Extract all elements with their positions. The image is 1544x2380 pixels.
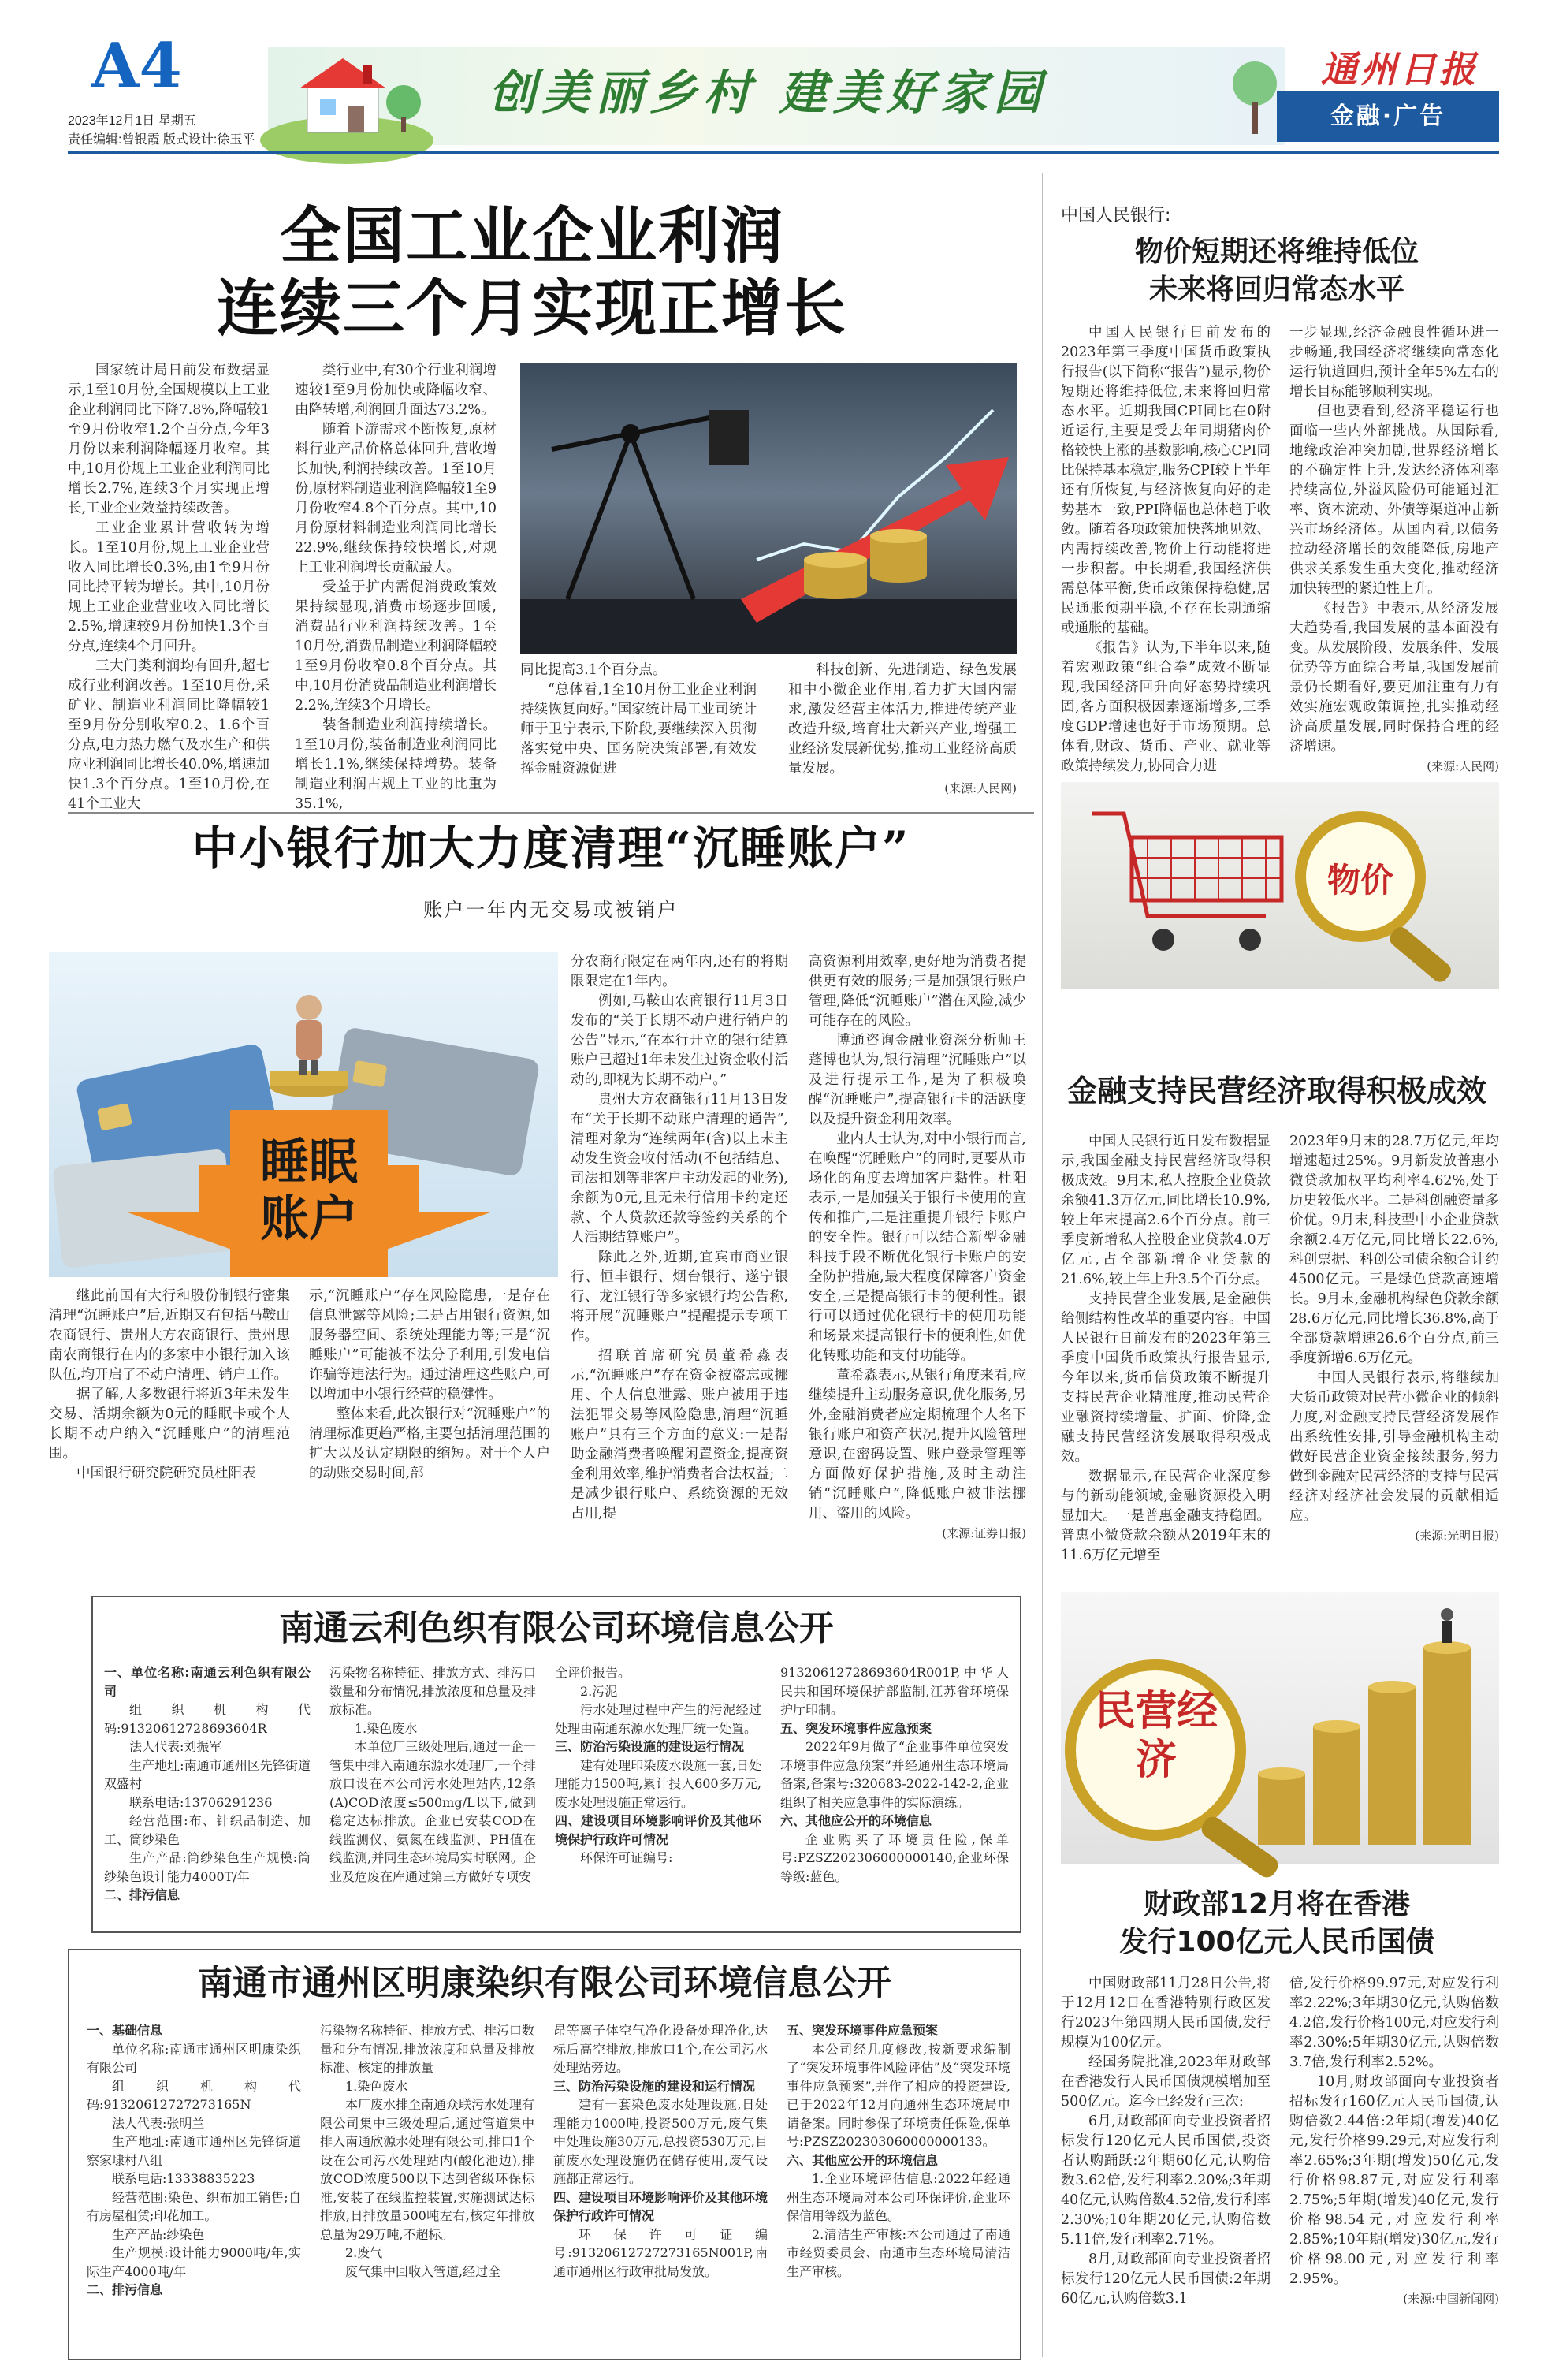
article2-col1: 中国人民银行日前发布的2023年第三季度中国货币政策执行报告(以下简称“报告”)显示,物价短期还将维持低位,未来将回归常态水平。近期我国CPI同比在0附近运行,主要是受去年同期猪肉价格较快上涨的基数影响,核心CPI同比保持基本稳定,服务CPI较上半年还有所恢复,与经济恢复向好的走势基本一致,PPI降幅也总体趋于收敛。随着各项政策加快落地见效、内需持续改善,物价上行动能将进一步积蓄。中长期看,我国经济供需总体平衡,货币政策保持稳健,居民通胀预期平稳,不存在长期通缩或通胀的基础。 《报告》认为,下半年以来,随着宏观政策“组合拳”成效不断显现,我国经济回升向好态势持续巩固,各方面积极因素逐渐增多,三季度GDP增速也好于市场预期。总体看,财政、货币、产业、就业等政策持续发力,协同合力进	[1061, 325, 1271, 774]
section-label: 金融·广告	[1277, 91, 1499, 142]
page-number: A4	[91, 30, 182, 102]
article1-col4: 科技创新、先进制造、绿色发展和中小微企业作用,着力扩大国内需求,激发经营主体活力,推进传统产业改造升级,培育壮大新兴产业,增强工业经济发展新优势,推动工业经济高质量发展。 (来源:人民网)	[788, 661, 1017, 803]
house-illustration	[268, 47, 426, 145]
paper-logo: 通州日报	[1321, 48, 1479, 91]
sleeping-account-label: 睡眠 账户	[259, 1133, 358, 1247]
article4-col2: 2023年9月末的28.7万亿元,年均增速超过25%。9月新发放普惠小微贷款加权平均利率4.62%,处于历史较低水平。二是科创融资量多价优。9月末,科技型中小企业贷款余额2.4万亿元,同比增长22.6%,科创票据、科创公司债余额合计约4500亿元。三是绿色贷款高速增长。9月末,金融机构绿色贷款余额28.6万亿元,同比增长36.8%,高于全部贷款增速26.6个百分点,前三季度新增6.6万亿元。 中国人民银行表示,将继续加大货币政策对民营小微企业的倾斜力度,对金融支持民营经济发展作出系统性安排,引导金融机构主动做好民营企业资金接续服务,努力做到金融对民营经济的支持与民营经济对经济社会发展的贡献相适应。 (来源:光明日报)	[1289, 1132, 1499, 1574]
article1-col1: 国家统计局日前发布数据显示,1至10月份,全国规模以上工业企业利润同比下降7.8%,降幅较1至9月份收窄1.2个百分点,今年3月份以来利润降幅逐月收窄。其中,10月份规上工业企业利润同比增长2.7%,连续3个月实现正增长,工业企业效益持续改善。 工业企业累计营收转为增长。1至10月份,规上工业企业营收入同比增长0.3%,由1至9月份同比持平转为增长。其中,10月份规上工业企业营业收入同比增长2.5%,增速较9月份加快1.3个百分点,连续4个月回升。 三大门类利润均有回升,超七成行业利润改善。1至10月份,采矿业、制造业利润同比降幅较1至9月份分别收窄0.2、1.6个百分点,电力热力燃气及水生产和供应业利润同比增长40.0%,增速加快1.3个百分点。1至10月份,在41个工业大	[68, 363, 270, 812]
article2-kicker: 中国人民银行:	[1061, 206, 1171, 225]
article4-title: 金融支持民营经济取得积极成效	[1066, 1074, 1486, 1108]
header-rule	[68, 151, 1499, 154]
column-divider	[1042, 173, 1043, 2357]
price-magnifier-label: 物价	[1326, 861, 1393, 899]
article4-source: (来源:光明日报)	[1415, 1529, 1499, 1543]
env-notice-2-col2: 污染物名称特征、排放方式、排污口数量和分布情况,排放浓度和总量及排放标准、核定的排放量 1.染色废水 本厂废水排至南通众联污水处理有限公司集中三级处理后,通过管道集中排入南通欣源水处理有限公司,排口1个设在公司污水处理站内(酸化池边),排放COD浓度500以下达到省级环保标准,安装了在线监控装置,实施测试达标排放,日排放量500吨左右,核定年排放总量为29万吨,不超标。 2.废气 废气集中回收入管道,经过全	[320, 2023, 535, 2279]
article3-source: (来源:证券日报)	[942, 1526, 1026, 1540]
article1-col3: 同比提高3.1个百分点。 “总体看,1至10月份工业企业利润持续恢复向好。”国家统计局工业司统计师于卫宁表示,下阶段,要继续深入贯彻落实党中央、国务院决策部署,有效发挥金融资源促进	[520, 662, 757, 777]
env-notice-1-col4: 91320612728693604R001P,中华人民共和国环境保护部监制,江苏省环境保护厅印制。 五、突发环境事件应急预案 2022年9月做了“企业事件单位突发环境事件应急预案”并经通州生态环境局备案,备案号:320683-2022-142-2,企业组织了相关应急事件的实际演练。 六、其他应公开的环境信息 企业购买了环境责任险,保单号:PZSZ202306000000140,企业环保等级:蓝色。	[780, 1665, 1009, 1884]
banner-slogan: 创美丽乡村 建美好家园	[489, 65, 1047, 121]
article3-col1: 继此前国有大行和股份制银行密集清理“沉睡账户”后,近期又有包括马鞍山农商银行、贵州大方农商银行、贵州思南农商银行在内的多家中小银行加入该队伍,均开启了不动户清理、销户工作。 据了解,大多数银行将近3年未发生交易、活期余额为0元的睡眠卡或个人长期不动户纳入“沉睡账户”的清理范围。 中国银行研究院研究员杜阳表	[49, 1288, 290, 1481]
env-notice-2-col3: 昂等离子体空气净化设备处理净化,达标后高空排放,排放口1个,在公司污水处理站旁边。 三、防治污染设施的建设和运行情况 建有一套染色废水处理设施,日处理能力1000吨,投资500万元,废气集中处理设施30万元,总投资530万元,目前废水处理设施仍在储存使用,废气设施都正常运行。 四、建设项目环境影响评价及其他环境保护行政许可情况 环保许可证编号:91320612727273165N001P,南通市通州区行政审批局发放。	[553, 2023, 768, 2279]
private-economy-label: 民营经济	[1094, 1688, 1218, 1784]
editors-line: 责任编辑:曾银霞 版式设计:徐玉平	[68, 133, 255, 147]
price-cart-image	[1061, 782, 1499, 989]
article2-col2: 一步显现,经济金融良性循环进一步畅通,我国经济将继续向常态化运行轨道回归,预计全年5%左右的增长目标能够顺利实现。 但也要看到,经济平稳运行也面临一些内外部挑战。从国际看,地缘政治冲突加剧,世界经济增长的不确定性上升,发达经济体利率持续高位,外溢风险仍可能通过汇率、资本流动、外债等渠道冲击新兴市场经济体。从国内看,以债务拉动经济增长的效能降低,房地产供求关系发生重大变化,推动经济加快转型的紧迫性上升。 《报告》中表示,从经济发展大趋势看,我国发展的基本面没有变。从发展阶段、发展条件、发展优势等方面综合考量,我国发展前景仍长期看好,要更加注重有力有效实施宏观政策调控,扎实推动经济高质量发展,同时保持合理的经济增速。 (来源:人民网)	[1289, 323, 1499, 773]
article2-title: 物价短期还将维持低位 未来将回归常态水平	[1134, 236, 1419, 306]
env-notice-1-col2: 污染物名称特征、排放方式、排污口数量和分布情况,排放浓度和总量及排放标准。 1.染色废水 本单位厂三级处理后,通过一企一管集中排入南通东源水处理厂,一个排放口设在本公司污水处理站内,12条(A)COD浓度≤500mg/L以下,做到稳定达标排放。企业已安装COD在线监测仪、氨氮在线监测、PH值在线监测,并同生态环境局实时联网。企业及危废在库通过第三方做好专项安	[329, 1665, 536, 1884]
article1-title: 全国工业企业利润 连续三个月实现正增长	[216, 201, 847, 345]
article5-source: (来源:中国新闻网)	[1403, 2292, 1499, 2306]
issue-date: 2023年12月1日 星期五	[68, 114, 196, 128]
article3-col4: 高资源利用效率,更好地为消费者提供更有效的服务;三是加强银行账户管理,降低“沉睡账户”潜在风险,减少可能存在的风险。 博通咨询金融业资深分析师王蓬博也认为,银行清理“沉睡账户”以及进行提示工作,是为了积极唤醒“沉睡账户”,提高银行卡的活跃度以及提升资金利用效率。 业内人士认为,对中小银行而言,在唤醒“沉睡账户”的同时,更要从市场化的角度去增加客户黏性。杜阳表示,一是加强关于银行卡使用的宣传和推广,二是注重提升银行卡账户的安全性。银行可以结合新型金融科技手段不断优化银行卡账户的安全防护措施,最大程度保障客户资金安全,三是提高银行卡的便利性。银行可以通过优化银行卡的使用功能和场景来提高银行卡的便利性,如优化转账功能和支付功能等。 董希淼表示,从银行角度来看,应继续提升主动服务意识,优化服务,另外,金融消费者应定期梳理个人名下银行账户和资产状况,提升风险管理意识,在密码设置、账户登录管理等方面做好保护措施,及时主动注销“沉睡账户”,降低账户被非法挪用、盗用的风险。 (来源:证券日报)	[809, 952, 1026, 1570]
env-notice-2-col1: 一、基础信息 单位名称:南通市通州区明康染织有限公司 组织机构代码:91320612727273165N 法人代表:张明兰 生产地址:南通市通州区先锋街道察家埭村八组 联系电话:13338835223 经营范围:染色、织布加工销售;自有房屋租赁;印花加工。 生产产品:纱染色 生产规模:设计能力9000吨/年,实际生产4000吨/年 二、排污信息	[87, 2023, 301, 2297]
article1-image-oil-pump-chart	[520, 363, 1017, 654]
article1-source: (来源:人民网)	[944, 781, 1017, 795]
article5-col1: 中国财政部11月28日公告,将于12月12日在香港特别行政区发行2023年第四期人民币国债,发行规模为100亿元。 经国务院批准,2023年财政部在香港发行人民币国债规模增加至500亿元。迄今已经发行三次: 6月,财政部面向专业投资者招标发行120亿元人民币国债,投资者认购踊跃:2年期60亿元,认购倍数3.62倍,发行利率2.20%;3年期40亿元,认购倍数4.52倍,发行利率2.30%;10年期20亿元,认购倍数5.11倍,发行利率2.71%。 8月,财政部面向专业投资者招标发行120亿元人民币国债:2年期60亿元,认购倍数3.1	[1061, 1976, 1271, 2307]
tree-icon	[1222, 47, 1285, 145]
article4-col1: 中国人民银行近日发布数据显示,我国金融支持民营经济取得积极成效。9月末,私人控股企业贷款余额41.3万亿元,同比增长10.9%,较上年末提高2.6个百分点。前三季度新增私人控股企业贷款4.0万亿元,占全部新增企业贷款的21.6%,较上年上升3.5个百分点。 支持民营企业发展,是金融供给侧结构性改革的重要内容。中国人民银行日前发布的2023年第三季度中国货币政策执行报告显示,今年以来,货币信贷政策不断提升支持民营企业精准度,推动民营企业融资持续增量、扩面、价降,金融支持民营经济发展取得积极成效。 数据显示,在民营企业深度参与的新动能领域,金融资源投入明显加大。一是普惠金融支持稳固。普惠小微贷款余额从2019年末的11.6万亿元增至	[1061, 1134, 1271, 1563]
env-notice-1-col3: 全评价报告。 2.污泥 污水处理过程中产生的污泥经过处理由南通东源水处理厂统一处置。 三、防治污染设施的建设运行情况 建有处理印染废水设施一套,日处理能力1500吨,累计投入600多万元,废水处理设施正常运行。 四、建设项目环境影响评价及其他环境保护行政许可情况 环保许可证编号:	[555, 1665, 761, 1865]
sleeping-account-image	[49, 952, 558, 1277]
article3-title: 中小银行加大力度清理“沉睡账户”	[192, 821, 910, 875]
env-notice-2-title: 南通市通州区明康染织有限公司环境信息公开	[198, 1963, 891, 2003]
article3-col3: 分农商行限定在两年内,还有的将期限限定在1年内。 例如,马鞍山农商银行11月3日发布的“关于长期不动户进行销户的公告”显示,“在本行开立的银行结算账户已超过1年未发生过资金收付活动的,即视为长期不动户。” 贵州大方农商银行11月13日发布“关于长期不动账户清理的通告”,清理对象为“连续两年(含)以上未主动发生资金收付活动(不包括结息、司法扣划等非客户主动发起的业务),余额为0元,且无未行信用卡约定还款、个人贷款还款等签约关系的个人活期结算账户”。 除此之外,近期,宜宾市商业银行、恒丰银行、烟台银行、遂宁银行、龙江银行等多家银行均公告称,将开展“沉睡账户”提醒提示专项工作。 招联首席研究员董希淼表示,“沉睡账户”存在资金被盗忘或挪用、个人信息泄露、账户被用于违法犯罪交易等风险隐患,清理“沉睡账户”具有三个方面的意义:一是帮助金融消费者唤醒闲置资金,提高资金利用效率,维护消费者合法权益;二是减少银行账户、系统资源的无效占用,提	[571, 954, 788, 1521]
env-notice-2-col4: 五、突发环境事件应急预案 本公司经几度修改,按新要求编制了“突发环境事件风险评估”及“突发环境事件应急预案”,并作了相应的投资建设,已于2022年12月向通州生态环境局申请备案。同时参保了环境责任保险,保单号:PZSZ202303060000000133。 六、其他应公开的环境信息 1.企业环境评估信息:2022年经通州生态环境局对本公司环保评价,企业环保信用等级为蓝色。 2.清洁生产审核:本公司通过了南通市经贸委员会、南通市生态环境局清洁生产审核。	[787, 2023, 1010, 2279]
article5-title: 财政部12月将在香港 发行100亿元人民币国债	[1119, 1888, 1434, 1958]
mid-divider	[68, 812, 1034, 814]
article3-col2: 示,“沉睡账户”存在风险隐患,一是存在信息泄露等风险;二是占用银行资源,如服务器空间、系统处理能力等;三是“沉睡账户”可能被不法分子利用,引发电信诈骗等违法行为。通过清理这些账户,可以增加中小银行经营的稳健性。 整体来看,此次银行对“沉睡账户”的清理标准更趋严格,主要包括清理范围的扩大以及认定期限的缩短。对于个人户的动账交易时间,部	[309, 1288, 550, 1481]
env-notice-1-col1: 一、单位名称:南通云利色织有限公司 组织机构代码:91320612728693604R 法人代表:刘振军 生产地址:南通市通州区先锋街道双盛村 联系电话:13706291236 经营范围:布、针织品制造、加工、筒纱染色 生产产品:筒纱染色生产规模:筒纱染色设计能力4000T/年 二、排污信息	[104, 1665, 311, 1902]
article1-col2: 类行业中,有30个行业利润增速较1至9月份加快或降幅收窄、由降转增,利润回升面达73.2%。 随着下游需求不断恢复,原材料行业产品价格总体回升,营收增长加快,利润持续改善。1至10月份,原材料制造业利润降幅较1至9月份收窄4.8个百分点。其中,10月份原材料制造业利润同比增长22.9%,继续保持较快增长,对规上工业利润增长贡献最大。 受益于扩内需促消费政策效果持续显现,消费市场逐步回暖,消费品行业利润持续改善。1至10月份,消费品制造业利润降幅较1至9月份收窄0.8个百分点。其中,10月份消费品制造业利润增长2.2%,连续3个月增长。 装备制造业利润持续增长。1至10月份,装备制造业利润同比增长1.1%,继续保持增势。装备制造业利润占规上工业的比重为35.1%,	[295, 363, 497, 812]
article3-subtitle: 账户一年内无交易或被销户	[423, 899, 679, 921]
env-notice-1-title: 南通云利色织有限公司环境信息公开	[279, 1608, 834, 1648]
article5-col2: 倍,发行价格99.97元,对应发行利率2.22%;3年期30亿元,认购倍数4.2倍,发行价格100元,对应发行利率2.30%;5年期30亿元,认购倍数3.7倍,发行利率2.52%。 10月,财政部面向专业投资者招标发行160亿元人民币国债,认购倍数2.44倍:2年期(增发)40亿元,发行价格99.29元,对应发行利率2.65%;3年期(增发)50亿元,发行价格98.87元,对应发行利率2.75%;5年期(增发)40亿元,发行价格98.54元,对应发行利率2.85%;10年期(增发)30亿元,发行价格98.00元,对应发行利率2.95%。 (来源:中国新闻网)	[1289, 1974, 1499, 2360]
article2-source: (来源:人民网)	[1427, 759, 1499, 773]
private-economy-image	[1061, 1592, 1499, 1864]
banner	[268, 47, 1285, 145]
